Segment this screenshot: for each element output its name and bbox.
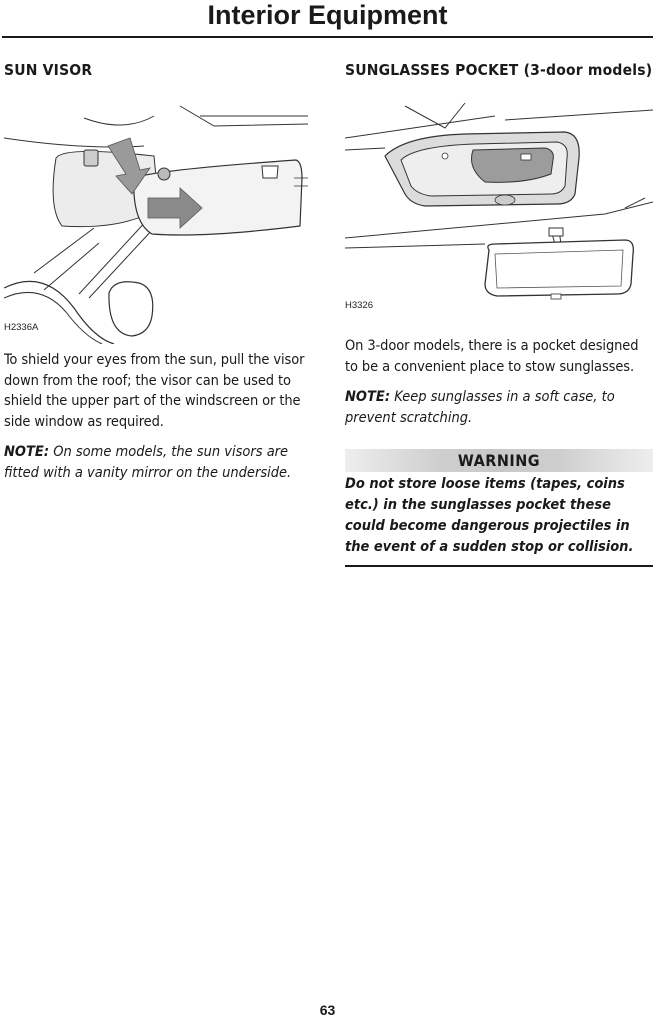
warning-text: Do not store loose items (tapes, coins etc.) in the sunglasses pocket these could become dangerous projectiles in the event of a sudden stop or collision. bbox=[345, 476, 634, 555]
sun-visor-illustration bbox=[4, 98, 308, 344]
warning-divider bbox=[345, 565, 653, 567]
figure-code: H3326 bbox=[345, 300, 373, 311]
sun-visor-drawing bbox=[4, 98, 308, 344]
section-heading-sun-visor: SUN VISOR bbox=[4, 61, 93, 79]
section-heading-sunglasses-pocket: SUNGLASSES POCKET (3-door models) bbox=[345, 61, 653, 79]
sunglasses-pocket-drawing bbox=[345, 98, 653, 316]
warning-title: WARNING bbox=[457, 451, 541, 470]
note-label: NOTE: bbox=[4, 444, 50, 460]
page-number: 63 bbox=[319, 1002, 336, 1018]
sunglasses-pocket-note bbox=[345, 387, 653, 428]
figure-code: H2336A bbox=[4, 322, 39, 333]
page-title: Interior Equipment bbox=[207, 0, 448, 30]
note-text: On some models, the sun visors are fitted with a vanity mirror on the underside. bbox=[4, 444, 292, 481]
sunglasses-pocket-illustration bbox=[345, 98, 653, 316]
sunglasses-pocket-description: On 3-door models, there is a pocket designed to be a convenient place to stow sunglasses. bbox=[345, 338, 639, 375]
note-label: NOTE: bbox=[345, 389, 391, 405]
note-text: Keep sunglasses in a soft case, to prevent scratching. bbox=[345, 389, 615, 426]
sun-visor-note bbox=[4, 442, 310, 483]
sun-visor-instructions: To shield your eyes from the sun, pull the visor down from the roof; the visor can be used to shield the upper part of the windscreen or the side window as required. bbox=[4, 352, 305, 430]
title-divider bbox=[2, 36, 653, 38]
